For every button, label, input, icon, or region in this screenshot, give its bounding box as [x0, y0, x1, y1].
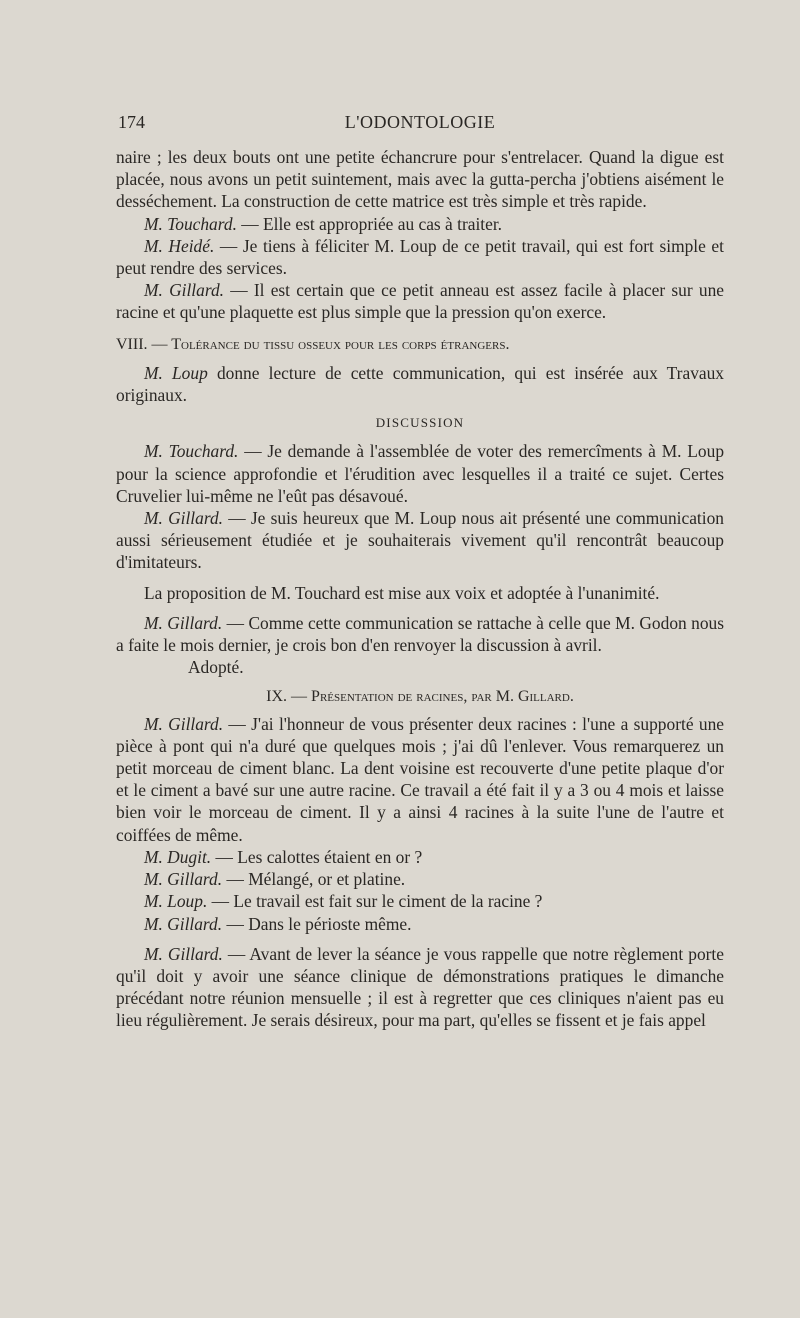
paragraph — [116, 235, 724, 279]
section-heading: VIII. — Tolérance du tissu osseux pour les corps étrangers. — [116, 335, 510, 353]
speaker: M. Touchard. — [144, 441, 239, 462]
paragraph — [116, 868, 724, 890]
text-column — [116, 146, 724, 1032]
paragraph — [116, 213, 724, 235]
speech: — Les calottes étaient en or ? — [211, 846, 423, 867]
paragraph: naire ; les deux bouts ont une petite échancrure pour s'entrelacer. Quand la digue est placée, nous avons un petit suintement, mais avec la gutta-percha j'obtiens aisément le desséchement. La construction de cette matrice est très simple et très rapide. — [116, 147, 724, 212]
paragraph — [116, 713, 724, 846]
speech: — Avant de lever la séance je vous rappelle que notre règlement porte qu'il doit y avoir une séance clinique de démonstrations pratiques le dimanche précédant notre réunion mensuelle ; il est à regretter que ces cliniques n'aient pas eu lieu régulièrement. Je serais désireux, pour ma part, qu'elles se fissent et je fais appel — [116, 943, 724, 1031]
paragraph — [116, 943, 724, 1032]
speaker: M. Gillard. — [144, 943, 223, 964]
speaker: M. Heidé. — [144, 235, 215, 256]
speaker: M. Dugit. — [144, 846, 212, 867]
speech: — Je suis heureux que M. Loup nous ait présenté une communication aussi sérieusement étudiée et je souhaiterais vivement qu'il rencontrât beaucoup d'imitateurs. — [116, 508, 724, 573]
speaker: M. Loup. — [144, 891, 208, 912]
speech: — Mélangé, or et platine. — [222, 869, 406, 890]
speech: donne lecture de cette communication, qui est insérée aux Travaux originaux. — [116, 362, 724, 406]
speech: — Dans le périoste même. — [222, 913, 412, 934]
speaker: M. Loup — [144, 362, 208, 383]
paragraph — [116, 846, 724, 868]
running-header — [116, 112, 724, 138]
speech: — Il est certain que ce petit anneau est assez facile à placer sur une racine et qu'une plaquette est plus simple que la pression qu'on exerce. — [116, 280, 724, 323]
speaker: M. Gillard. — [144, 713, 224, 734]
paragraph — [116, 890, 724, 912]
speaker: M. Gillard. — [144, 869, 223, 890]
paragraph — [116, 913, 724, 935]
running-title: L'ODONTOLOGIE — [344, 112, 496, 132]
paragraph — [116, 279, 724, 323]
speaker: M. Gillard. — [144, 913, 223, 934]
speaker: M. Gillard. — [144, 280, 224, 301]
section-heading: IX. — Présentation de racines, par M. Gillard. — [266, 688, 574, 706]
adopted-note: Adopté. — [188, 657, 244, 678]
speech: — J'ai l'honneur de vous présenter deux racines : l'une a supporté une pièce à pont qui n'a duré que quelques mois ; j'ai dû l'enlever. Vous remarquerez un petit morceau de ciment blanc. La dent voisine est recouverte d'une petite plaque d'or et le ciment a bavé sur une autre racine. Ce travail a été fait il y a 3 ou 4 mois et laisse bien voir le morceau de ciment. Il y a ainsi 4 racines à la suite l'une de l'autre et coiffées de même. — [116, 713, 724, 845]
speaker: M. Touchard. — [144, 213, 237, 234]
paragraph — [116, 362, 724, 406]
page-number: 174 — [118, 112, 145, 132]
speech: — Elle est appropriée au cas à traiter. — [236, 213, 503, 234]
speech: — Je demande à l'assemblée de voter des remercîments à M. Loup pour la science approfondie et l'érudition avec lesquelles il a traité ce sujet. Certes Cruvelier lui-même ne l'eût pas désavoué. — [116, 441, 725, 506]
speaker: M. Gillard. — [144, 508, 223, 529]
discussion-heading: DISCUSSION — [375, 415, 465, 431]
paragraph: La proposition de M. Touchard est mise aux voix et adoptée à l'unanimité. — [144, 582, 660, 603]
speech: — Le travail est fait sur le ciment de la racine ? — [207, 891, 543, 912]
speech: — Comme cette communication se rattache à celle que M. Godon nous a faite le mois dernier, je crois bon d'en renvoyer la discussion à avril. — [116, 612, 724, 656]
paragraph — [116, 612, 724, 656]
speech: — Je tiens à féliciter M. Loup de ce petit travail, qui est fort simple et peut rendre des services. — [116, 235, 724, 279]
paragraph — [116, 440, 724, 507]
speaker: M. Gillard. — [144, 612, 223, 633]
paragraph — [116, 507, 724, 574]
